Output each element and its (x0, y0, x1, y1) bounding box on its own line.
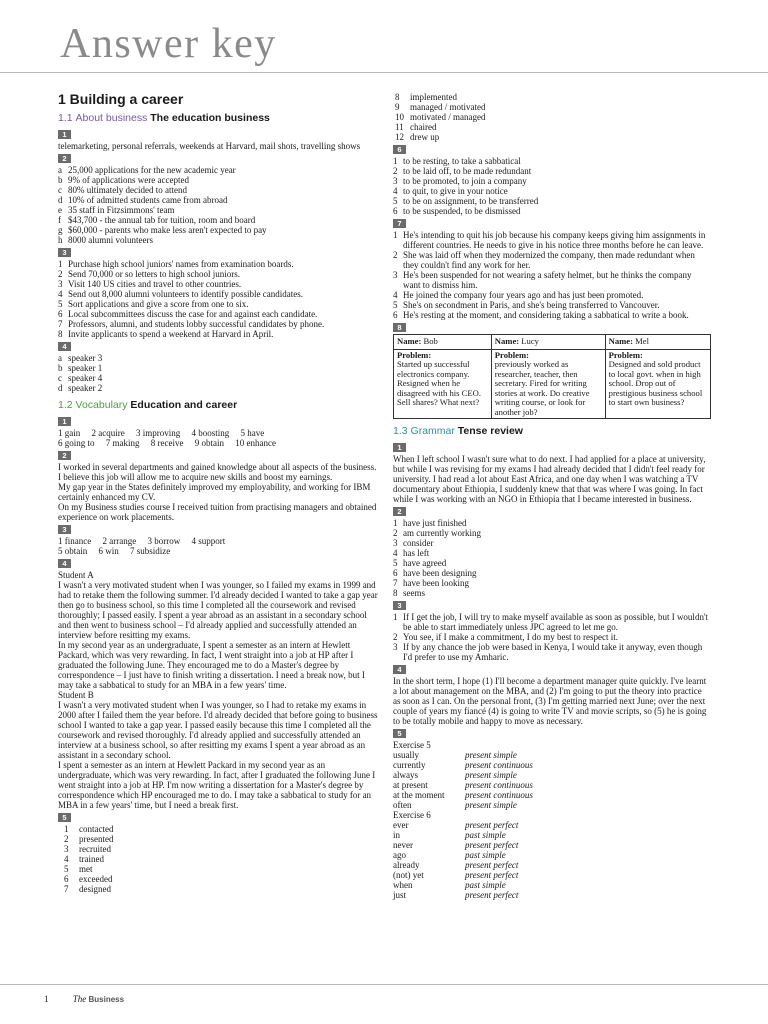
item-key: 6 (393, 206, 398, 216)
tense-name: present continuous (465, 780, 533, 790)
item-key: 4 (64, 854, 69, 864)
list-item (58, 373, 378, 383)
footer-rule (0, 984, 768, 985)
item-text: to be promoted, to join a company (403, 176, 527, 186)
list-item (393, 538, 711, 548)
item-key: 5 (393, 196, 398, 206)
time-expression: often (393, 800, 412, 810)
paragraph: Student A (58, 570, 94, 580)
exercise-badge: 4 (58, 559, 71, 568)
list-item (393, 578, 711, 588)
list-item (58, 195, 378, 205)
list-item (393, 186, 711, 196)
list-item (58, 363, 378, 373)
item-key: f (58, 215, 61, 225)
exercise-badge: 1 (58, 417, 71, 426)
item-key: 2 (64, 834, 69, 844)
list-item (393, 612, 711, 632)
vocab-7-list (393, 230, 711, 320)
list-item (393, 568, 711, 578)
exercise-5-table (393, 750, 711, 810)
time-expression: just (393, 890, 407, 900)
item-text: He's resting at the moment, and considering taking a sabbatical to write a book. (403, 310, 689, 320)
item-text: am currently working (403, 528, 481, 538)
exercise-badge: 8 (393, 323, 406, 332)
tense-name: present perfect (465, 860, 519, 870)
vocab-5-list (58, 824, 378, 894)
item-text: 80% ultimately decided to attend (68, 185, 187, 195)
item-text: chaired (410, 122, 437, 132)
exercise-badge: 1 (393, 443, 406, 452)
footer (44, 994, 124, 1005)
item-text: 10% of admitted students came from abroad (68, 195, 228, 205)
list-item (393, 300, 711, 310)
grammar-3-list (393, 612, 711, 662)
list-item (393, 642, 711, 662)
tense-name: present simple (465, 750, 517, 760)
item-text: $43,700 - the annual tab for tuition, room and board (68, 215, 256, 225)
exercise-3-list (58, 259, 378, 339)
item-key: a (58, 353, 62, 363)
item-text: Local subcommittees discuss the case for and against each candidate. (68, 309, 318, 319)
item-text: 8000 alumni volunteers (68, 235, 153, 245)
item-key: 7 (64, 884, 69, 894)
time-expression: already (393, 860, 420, 870)
table-row (393, 850, 711, 860)
vocab-2-paragraphs (58, 462, 378, 522)
item-text: Invite applicants to spend a weekend at Harvard in April. (68, 329, 274, 339)
item-key: c (58, 185, 62, 195)
section-title: Education and career (130, 399, 238, 411)
item-key: 9 (395, 102, 400, 112)
tense-name: present continuous (465, 760, 533, 770)
item-key: 10 (395, 112, 404, 122)
table-row (393, 870, 711, 880)
item-text: speaker 1 (68, 363, 103, 373)
item-key: 6 (64, 874, 69, 884)
list-item (393, 310, 711, 320)
list-item (393, 166, 711, 176)
vocab-3-line-1: 1 finance 2 arrange 3 borrow 4 support (58, 536, 226, 546)
item-text: Send out 8,000 alumni volunteers to identify possible candidates. (68, 289, 303, 299)
item-key: d (58, 383, 63, 393)
item-text: trained (79, 854, 104, 864)
paragraph: Student B (58, 690, 94, 700)
list-item (58, 279, 378, 289)
list-item (58, 205, 378, 215)
item-key: 2 (393, 250, 398, 260)
grammar-1-text: When I left school I wasn't sure what to do next. I had applied for a place at university, but while I was revising for my exams I had already decided that I didn't feel ready for university. I had read a lot about East Africa, and one day when I was watching a TV documentary about Ethiopia, I suddenly knew that that was where I was going. In fact while I was working with an NGO in Ethiopia that I became interested in business. (393, 454, 706, 504)
item-key: 7 (393, 578, 398, 588)
item-key: a (58, 165, 62, 175)
table-cell: Name: Bob (394, 335, 492, 350)
list-item (393, 632, 711, 642)
tense-name: present simple (465, 770, 517, 780)
table-cell: Name: Lucy (491, 335, 605, 350)
item-key: 2 (393, 632, 398, 642)
list-item (58, 225, 378, 235)
section-label: Vocabulary (75, 399, 128, 411)
item-key: 3 (393, 642, 398, 652)
item-text: Purchase high school juniors' names from examination boards. (68, 259, 294, 269)
list-item (58, 299, 378, 309)
item-text: to be on assignment, to be transferred (403, 196, 539, 206)
item-key: 3 (393, 270, 398, 280)
item-text: to be laid off, to be made redundant (403, 166, 532, 176)
time-expression: usually (393, 750, 419, 760)
exercise-badge: 3 (58, 525, 71, 534)
item-text: Sort applications and give a score from one to six. (68, 299, 249, 309)
item-text: speaker 2 (68, 383, 103, 393)
item-key: 1 (58, 259, 63, 269)
list-item (393, 250, 711, 270)
item-text: has left (403, 548, 430, 558)
time-expression: (not) yet (393, 870, 424, 880)
item-text: He joined the company four years ago and has just been promoted. (403, 290, 644, 300)
item-key: 3 (393, 538, 398, 548)
section-label: About business (75, 112, 148, 124)
list-item (64, 854, 378, 864)
vocab-1-line-1: 1 gain 2 acquire 3 improving 4 boosting 5 have (58, 428, 265, 438)
tense-name: present simple (465, 800, 517, 810)
time-expression: always (393, 770, 418, 780)
list-item (64, 844, 378, 854)
exercise-badge: 4 (393, 665, 406, 674)
list-item (395, 112, 711, 122)
item-text: consider (403, 538, 434, 548)
list-item (393, 230, 711, 250)
right-column (393, 92, 711, 900)
page-title: Answer key (60, 21, 277, 67)
item-text: designed (79, 884, 111, 894)
item-key: c (58, 373, 62, 383)
item-text: You see, if I make a commitment, I do my best to respect it. (403, 632, 619, 642)
exercise-badge: 4 (58, 342, 71, 351)
time-expression: ago (393, 850, 406, 860)
paragraph: I wasn't a very motivated student when I was younger, so I failed my exams in 1999 and had to retake them the following summer. I'd already decided I wanted to take a gap year then go to business school, so this time I completed all the coursework and revised thoroughly; I passed easily. I spent a year abroad as an assistant in a secondary school and then went to business school – I'd already applied and successfully attended an interview before resitting my exams. (58, 580, 378, 640)
table-row (393, 840, 711, 850)
item-key: 2 (393, 166, 398, 176)
item-text: have just finished (403, 518, 467, 528)
list-item (395, 122, 711, 132)
list-item (64, 874, 378, 884)
exercise-6-title: Exercise 6 (393, 810, 431, 820)
item-key: 5 (58, 299, 63, 309)
item-text: seems (403, 588, 425, 598)
item-text: drew up (410, 132, 440, 142)
exercise-badge: 2 (58, 451, 71, 460)
item-text: implemented (410, 92, 457, 102)
brand-logo: The Business (72, 994, 125, 1004)
exercise-badge: 1 (58, 130, 71, 139)
exercise-badge: 3 (393, 601, 406, 610)
list-item (395, 132, 711, 142)
item-key: 3 (393, 176, 398, 186)
list-item (393, 270, 711, 290)
table-row (393, 860, 711, 870)
list-item (393, 518, 711, 528)
left-column (58, 90, 378, 894)
item-text: 35 staff in Fitzsimmons' team (68, 205, 175, 215)
item-text: speaker 4 (68, 373, 103, 383)
list-item (395, 102, 711, 112)
item-key: 1 (393, 612, 398, 622)
item-text: speaker 3 (68, 353, 103, 363)
section-1-3-heading (393, 425, 711, 438)
item-key: 7 (58, 319, 63, 329)
item-text: have been looking (403, 578, 469, 588)
item-text: He's been suspended for not wearing a safety helmet, but he thinks the company want to dismiss him. (403, 270, 692, 290)
paragraph: My gap year in the States definitely improved my employability, and working for IBM certainly enhanced my CV. (58, 482, 371, 502)
item-key: g (58, 225, 63, 235)
time-expression: at the moment (393, 790, 445, 800)
vocab-4-paragraphs (58, 570, 378, 810)
item-key: 1 (393, 156, 398, 166)
time-expression: in (393, 830, 401, 840)
item-text: If I get the job, I will try to make myself available as soon as possible, but I wouldn't be able to start immediately unless JPC agreed to let me go. (403, 612, 709, 632)
item-key: 6 (393, 568, 398, 578)
table-cell: Problem: Designed and sold product to local govt. when in high school. Drop out of prestigious business school to start own business? (605, 349, 710, 419)
vocab-6-list (393, 156, 711, 216)
grammar-4-text: In the short term, I hope (1) I'll become a department manager quite quickly. I've learnt a lot about management on the MBA, and (2) I'm going to put the theory into practice as soon as I can. On the personal front, (3) I'm getting married next June; over the next couple of years my fiancé (4) is going to write TV and movie scripts, so (5) he is going to be totally mobile and happy to move as necessary. (393, 676, 707, 726)
list-item (393, 196, 711, 206)
item-text: met (79, 864, 93, 874)
item-text: 25,000 applications for the new academic year (68, 165, 236, 175)
section-number: 1.3 (393, 425, 408, 437)
item-text: recruited (79, 844, 111, 854)
item-key: h (58, 235, 63, 245)
item-text: have been designing (403, 568, 477, 578)
list-item (58, 329, 378, 339)
section-number: 1.2 (58, 399, 73, 411)
item-key: 3 (64, 844, 69, 854)
item-key: 4 (393, 548, 398, 558)
item-text: Professors, alumni, and students lobby successful candidates by phone. (68, 319, 325, 329)
item-key: 3 (58, 279, 63, 289)
list-item (58, 165, 378, 175)
item-key: 1 (393, 230, 398, 240)
table-cell: Problem: previously worked as researcher, teacher, then secretary. Fired for writing stories at work. Do creative writing course, or look for another job? (491, 349, 605, 419)
item-key: 4 (393, 186, 398, 196)
list-item (58, 309, 378, 319)
exercise-6-table (393, 820, 711, 900)
table-row (393, 830, 711, 840)
list-item (393, 176, 711, 186)
item-text: have agreed (403, 558, 447, 568)
item-text: She's on secondment in Paris, and she's being transferred to Vancouver. (403, 300, 660, 310)
section-label: Grammar (410, 425, 455, 437)
time-expression: when (393, 880, 413, 890)
item-key: b (58, 363, 63, 373)
item-text: presented (79, 834, 114, 844)
exercise-badge: 3 (58, 248, 71, 257)
item-key: d (58, 195, 63, 205)
table-row (393, 770, 711, 780)
exercise-badge: 6 (393, 145, 406, 154)
tense-name: present perfect (465, 840, 519, 850)
item-key: 4 (393, 290, 398, 300)
exercise-badge: 2 (393, 507, 406, 516)
tense-name: present perfect (465, 890, 519, 900)
list-item (58, 259, 378, 269)
table-row (393, 760, 711, 770)
exercise-badge: 7 (393, 219, 406, 228)
table-row (393, 780, 711, 790)
table-row (393, 880, 711, 890)
list-item (58, 383, 378, 393)
list-item (64, 864, 378, 874)
list-item (58, 175, 378, 185)
list-item (393, 528, 711, 538)
vocab-3-line-2: 5 obtain 6 win 7 subsidize (58, 546, 171, 556)
tense-name: past simple (465, 830, 506, 840)
item-text: $60,000 - parents who make less aren't expected to pay (68, 225, 267, 235)
tense-name: past simple (465, 880, 506, 890)
section-title: The education business (150, 112, 270, 124)
item-text: 9% of applications were accepted (68, 175, 189, 185)
item-key: 1 (64, 824, 69, 834)
header-rule (0, 72, 768, 73)
exercise-4-list (58, 353, 378, 393)
time-expression: at present (393, 780, 428, 790)
item-key: 8 (393, 588, 398, 598)
item-key: 6 (58, 309, 63, 319)
list-item (58, 353, 378, 363)
paragraph: I spent a semester as an intern at Hewlett Packard in my second year as an undergraduate, which was very rewarding. In fact, after I graduated the following June I went straight into a job at HP. I'm now writing a dissertation for a Master's degree by correspondence which HP encouraged me to do. I may take a sabbatical to study for an MBA in a few years' time, but I need a break first. (58, 760, 376, 810)
exercise-5-title: Exercise 5 (393, 740, 431, 750)
list-item (58, 185, 378, 195)
tense-name: present perfect (465, 820, 519, 830)
vocab-5-list-continued (393, 92, 711, 142)
item-key: 12 (395, 132, 404, 142)
list-item (393, 206, 711, 216)
item-text: She was laid off when they modernized the company, then made redundant when they couldn't find any work for her. (403, 250, 695, 270)
list-item (393, 588, 711, 598)
list-item (58, 269, 378, 279)
item-key: 11 (395, 122, 404, 132)
list-item (58, 215, 378, 225)
paragraph: I worked in several departments and gained knowledge about all aspects of the business. (58, 462, 377, 472)
page-number: 1 (44, 994, 49, 1004)
grammar-2-list (393, 518, 711, 598)
item-text: exceeded (79, 874, 113, 884)
paragraph: I believe this job will allow me to acquire new skills and boost my earnings. (58, 472, 333, 482)
item-key: e (58, 205, 62, 215)
table-row (393, 800, 711, 810)
item-key: b (58, 175, 63, 185)
item-text: Visit 140 US cities and travel to other countries. (68, 279, 242, 289)
item-key: 8 (395, 92, 400, 102)
section-title: Tense review (457, 425, 523, 437)
item-key: 1 (393, 518, 398, 528)
list-item (395, 92, 711, 102)
item-text: Send 70,000 or so letters to high school juniors. (68, 269, 240, 279)
list-item (58, 289, 378, 299)
list-item (64, 824, 378, 834)
exercise-badge: 5 (58, 813, 71, 822)
tense-name: past simple (465, 850, 506, 860)
item-key: 8 (58, 329, 63, 339)
item-text: If by any chance the job were based in Kenya, I would take it anyway, even though I'd prefer to use my Amharic. (403, 642, 703, 662)
list-item (393, 290, 711, 300)
item-key: 4 (58, 289, 63, 299)
item-text: to quit, to give in your notice (403, 186, 508, 196)
paragraph: On my Business studies course I received tuition from practising managers and obtained experience on work placements. (58, 502, 377, 522)
section-1-2-heading (58, 399, 378, 412)
time-expression: ever (393, 820, 409, 830)
time-expression: never (393, 840, 413, 850)
vocab-1-line-2: 6 going to 7 making 8 receive 9 obtain 10 enhance (58, 438, 276, 448)
item-text: contacted (79, 824, 114, 834)
table-row (393, 820, 711, 830)
item-key: 5 (393, 558, 398, 568)
item-text: to be suspended, to be dismissed (403, 206, 521, 216)
item-key: 2 (393, 528, 398, 538)
paragraph: I wasn't a very motivated student when I was younger, so I had to retake my exams in 2000 after I failed them the year before. I'd already decided that before going to business school I wanted to take a gap year. I passed easily because this time I completed all the coursework and revised thoroughly. I'd already applied and successfully attended an interview at a business school, so after resitting my exams I spent a year abroad as an assistant in a secondary school. (58, 700, 378, 760)
item-text: to be resting, to take a sabbatical (403, 156, 521, 166)
list-item (393, 558, 711, 568)
list-item (393, 548, 711, 558)
section-1-1-heading (58, 112, 378, 125)
item-text: motivated / managed (410, 112, 486, 122)
time-expression: currently (393, 760, 426, 770)
table-row (393, 750, 711, 760)
item-key: 5 (393, 300, 398, 310)
exercise-1-answer: telemarketing, personal referrals, weekends at Harvard, mail shots, travelling shows (58, 141, 361, 151)
table-cell: Problem: Started up successful electronics company. Resigned when he disagreed with his CEO. Sell shares? What next? (394, 349, 492, 419)
section-number: 1.1 (58, 112, 73, 124)
item-key: 2 (58, 269, 63, 279)
table-cell: Name: Mel (605, 335, 710, 350)
item-text: He's intending to quit his job because his company keeps giving him assignments in different countries. He needs to give in his notice three months before he can leave. (403, 230, 706, 250)
tense-name: present perfect (465, 870, 519, 880)
list-item (58, 319, 378, 329)
paragraph: In my second year as an undergraduate, I spent a semester as an intern at Hewlett Packard, which was very rewarding. In fact, I went straight into a job at HP after I graduated the following June. They encouraged me to do a Master's degree by correspondence – I just have to finish writing a dissertation. I need a break now, but I may take a sabbatical to study for an MBA in a few years' time. (58, 640, 365, 690)
list-item (393, 156, 711, 166)
exercise-badge: 5 (393, 729, 406, 738)
chapter-title: 1 Building a career (58, 91, 184, 107)
item-key: 6 (393, 310, 398, 320)
vocab-8-table (393, 334, 711, 419)
tense-name: present continuous (465, 790, 533, 800)
table-row (393, 790, 711, 800)
table-row (393, 890, 711, 900)
item-text: managed / motivated (410, 102, 486, 112)
exercise-badge: 2 (58, 154, 71, 163)
item-key: 5 (64, 864, 69, 874)
list-item (58, 235, 378, 245)
list-item (64, 834, 378, 844)
list-item (64, 884, 378, 894)
exercise-2-list (58, 165, 378, 245)
